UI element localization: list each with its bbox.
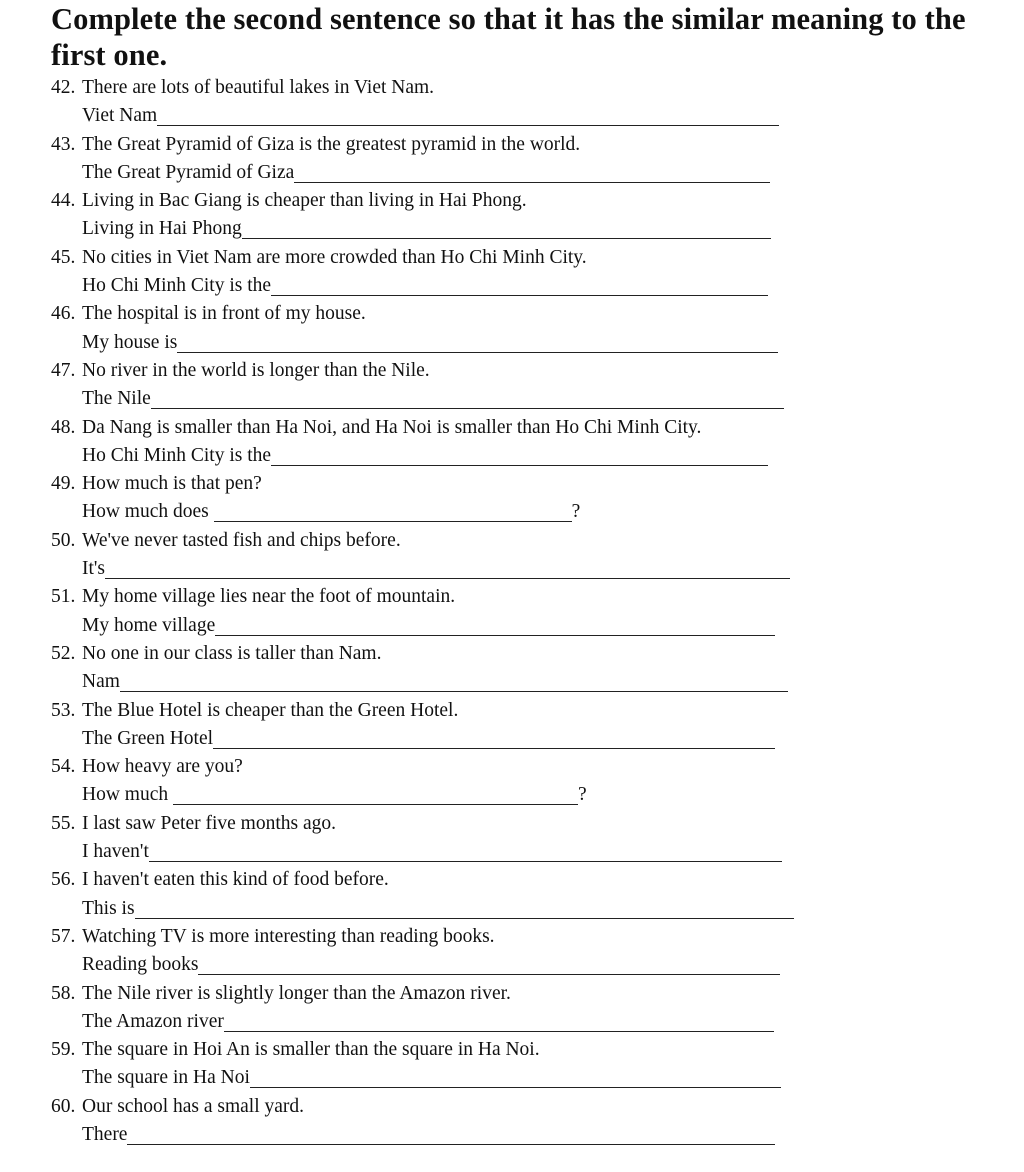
- exercise-question: [51, 753, 243, 781]
- rewrite-prompt: This is: [82, 897, 135, 919]
- rewrite-prompt: My home village: [82, 614, 216, 636]
- exercise-number: 58.: [51, 982, 76, 1004]
- exercise-item: [51, 357, 1011, 414]
- exercise-number: 46.: [51, 303, 76, 325]
- answer-blank[interactable]: [215, 614, 775, 636]
- answer-blank[interactable]: [177, 331, 778, 353]
- answer-blank[interactable]: [242, 217, 771, 239]
- original-sentence: The Nile river is slightly longer than the Amazon river.: [82, 982, 511, 1004]
- answer-blank[interactable]: [120, 670, 788, 692]
- exercise-question: [51, 980, 511, 1008]
- rewrite-line: [82, 1064, 781, 1092]
- rewrite-line: [82, 838, 782, 866]
- exercise-question: [51, 866, 389, 894]
- answer-blank[interactable]: [213, 727, 775, 749]
- rewrite-line: [82, 385, 784, 413]
- original-sentence: My home village lies near the foot of mountain.: [82, 586, 456, 608]
- exercise-question: [51, 640, 381, 668]
- original-sentence: I haven't eaten this kind of food before.: [82, 869, 389, 891]
- exercise-item: [51, 980, 1011, 1037]
- exercise-question: [51, 697, 458, 725]
- rewrite-prompt: It's: [82, 558, 106, 580]
- exercise-number: 57.: [51, 925, 76, 947]
- rewrite-line: [82, 498, 580, 526]
- original-sentence: The hospital is in front of my house.: [82, 303, 366, 325]
- exercise-number: 54.: [51, 756, 76, 778]
- exercise-item: [51, 753, 1011, 810]
- exercise-question: [51, 131, 580, 159]
- answer-blank[interactable]: [105, 557, 790, 579]
- rewrite-prompt: How much does: [82, 501, 214, 523]
- original-sentence: Our school has a small yard.: [82, 1095, 305, 1117]
- rewrite-prompt: Viet Nam: [82, 105, 158, 127]
- exercise-question: [51, 1093, 304, 1121]
- worksheet-heading: Complete the second sentence so that it has the similar meaning to the first one.: [51, 2, 966, 72]
- exercise-number: 50.: [51, 529, 76, 551]
- exercise-number: 53.: [51, 699, 76, 721]
- exercise-number: 42.: [51, 77, 76, 98]
- original-sentence: How heavy are you?: [82, 756, 243, 778]
- rewrite-prompt: I haven't: [82, 841, 149, 863]
- rewrite-line: [82, 895, 794, 923]
- exercise-question: [51, 187, 527, 215]
- exercise-item: [51, 414, 1011, 471]
- original-sentence: There are lots of beautiful lakes in Viet Nam.: [82, 77, 435, 98]
- answer-blank[interactable]: [214, 500, 572, 522]
- exercise-number: 45.: [51, 246, 76, 268]
- rewrite-prompt: Reading books: [82, 954, 199, 976]
- rewrite-line: [82, 329, 778, 357]
- exercise-list: [51, 74, 1011, 1149]
- exercise-question: [51, 300, 366, 328]
- rewrite-prompt: How much: [82, 784, 173, 806]
- exercise-item: [51, 923, 1011, 980]
- answer-blank[interactable]: [224, 1010, 774, 1032]
- question-mark: ?: [571, 501, 581, 523]
- exercise-number: 60.: [51, 1095, 76, 1117]
- rewrite-line: [82, 442, 768, 470]
- exercise-question: [51, 357, 430, 385]
- original-sentence: How much is that pen?: [82, 473, 262, 495]
- rewrite-prompt: There: [82, 1123, 128, 1145]
- question-mark: ?: [578, 784, 587, 806]
- rewrite-prompt: The Great Pyramid of Giza: [82, 161, 295, 183]
- original-sentence: The Blue Hotel is cheaper than the Green Hotel.: [82, 699, 459, 721]
- exercise-item: [51, 583, 1011, 640]
- exercise-item: [51, 131, 1011, 188]
- rewrite-line: [82, 1121, 775, 1149]
- original-sentence: No one in our class is taller than Nam.: [82, 642, 382, 664]
- exercise-item: [51, 1093, 1011, 1150]
- exercise-item: [51, 527, 1011, 584]
- exercise-question: [51, 470, 262, 498]
- exercise-item: [51, 1036, 1011, 1093]
- rewrite-prompt: Nam: [82, 671, 120, 693]
- worksheet-page: [51, 0, 1011, 1149]
- exercise-number: 51.: [51, 586, 76, 608]
- rewrite-line: [82, 159, 770, 187]
- rewrite-line: [82, 102, 779, 130]
- exercise-item: [51, 866, 1011, 923]
- original-sentence: Watching TV is more interesting than reading books.: [82, 925, 495, 947]
- answer-blank[interactable]: [271, 274, 768, 296]
- exercise-item: [51, 697, 1011, 754]
- rewrite-prompt: The Green Hotel: [82, 727, 214, 749]
- exercise-question: [51, 923, 495, 951]
- exercise-question: [51, 244, 587, 272]
- answer-blank[interactable]: [149, 840, 782, 862]
- rewrite-line: [82, 555, 790, 583]
- exercise-item: [51, 470, 1011, 527]
- rewrite-line: [82, 951, 780, 979]
- exercise-item: [51, 640, 1011, 697]
- answer-blank[interactable]: [294, 161, 770, 183]
- exercise-question: [51, 74, 434, 102]
- exercise-number: 47.: [51, 359, 76, 381]
- exercise-number: 43.: [51, 133, 76, 155]
- rewrite-prompt: Ho Chi Minh City is the: [82, 444, 272, 466]
- original-sentence: The square in Hoi An is smaller than the square in Ha Noi.: [82, 1039, 540, 1061]
- exercise-number: 49.: [51, 473, 76, 495]
- exercise-number: 55.: [51, 812, 76, 834]
- exercise-item: [51, 74, 1011, 131]
- answer-blank[interactable]: [198, 953, 780, 975]
- answer-blank[interactable]: [250, 1066, 781, 1088]
- answer-blank[interactable]: [271, 444, 768, 466]
- original-sentence: I last saw Peter five months ago.: [82, 812, 336, 834]
- exercise-question: [51, 1036, 540, 1064]
- rewrite-prompt: The Nile: [82, 388, 151, 410]
- rewrite-prompt: Ho Chi Minh City is the: [82, 275, 272, 297]
- rewrite-prompt: My house is: [82, 331, 178, 353]
- original-sentence: No cities in Viet Nam are more crowded than Ho Chi Minh City.: [82, 246, 587, 268]
- answer-blank[interactable]: [135, 897, 794, 919]
- rewrite-prompt: Living in Hai Phong: [82, 218, 242, 240]
- exercise-question: [51, 414, 701, 442]
- exercise-number: 56.: [51, 869, 76, 891]
- rewrite-line: [82, 272, 768, 300]
- rewrite-line: [82, 781, 587, 809]
- exercise-item: [51, 187, 1011, 244]
- rewrite-line: [82, 668, 788, 696]
- original-sentence: Living in Bac Giang is cheaper than living in Hai Phong.: [82, 190, 527, 212]
- exercise-question: [51, 583, 455, 611]
- exercise-question: [51, 527, 401, 555]
- answer-blank[interactable]: [127, 1123, 775, 1145]
- original-sentence: We've never tasted fish and chips before.: [82, 529, 401, 551]
- exercise-number: 52.: [51, 642, 76, 664]
- answer-blank[interactable]: [173, 783, 578, 805]
- exercise-number: 44.: [51, 190, 76, 212]
- rewrite-line: [82, 725, 775, 753]
- rewrite-line: [82, 215, 771, 243]
- rewrite-prompt: The Amazon river: [82, 1010, 224, 1032]
- answer-blank[interactable]: [151, 387, 784, 409]
- original-sentence: The Great Pyramid of Giza is the greatest pyramid in the world.: [82, 133, 581, 155]
- rewrite-line: [82, 1008, 774, 1036]
- exercise-number: 48.: [51, 416, 76, 438]
- rewrite-line: [82, 612, 775, 640]
- exercise-question: [51, 810, 336, 838]
- exercise-number: 59.: [51, 1039, 76, 1061]
- exercise-item: [51, 810, 1011, 867]
- answer-blank[interactable]: [157, 104, 779, 126]
- rewrite-prompt: The square in Ha Noi: [82, 1067, 250, 1089]
- original-sentence: No river in the world is longer than the Nile.: [82, 359, 430, 381]
- original-sentence: Da Nang is smaller than Ha Noi, and Ha Noi is smaller than Ho Chi Minh City.: [82, 416, 702, 438]
- exercise-item: [51, 300, 1011, 357]
- exercise-item: [51, 244, 1011, 301]
